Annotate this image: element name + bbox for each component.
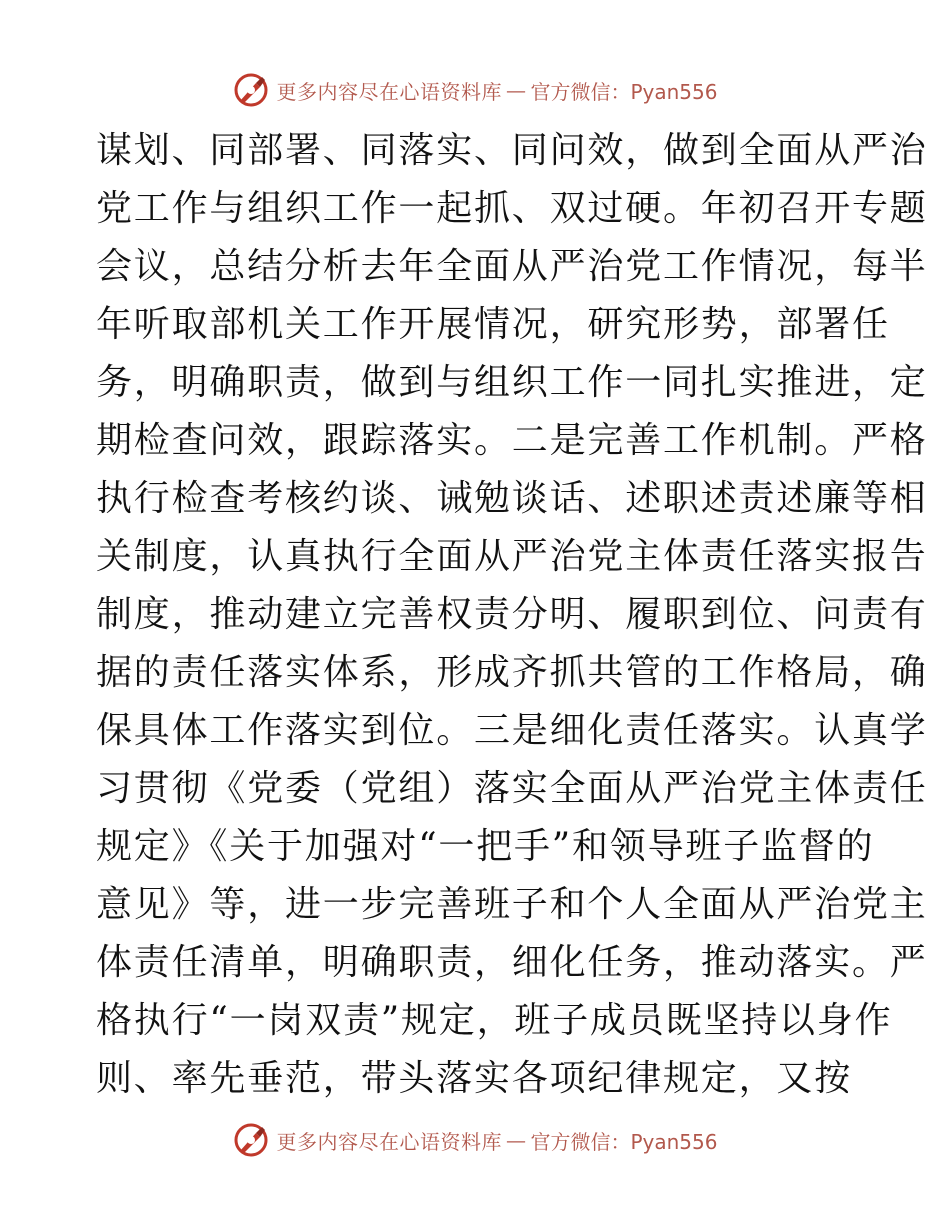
body-line: 务，明确职责，做到与组织工作一同扎实推进，定: [96, 362, 928, 403]
body-line: 谋划、同部署、同落实、同问效，做到全面从严治: [96, 130, 928, 171]
footer-banner-contact: 官方微信：Pyan556: [530, 1129, 718, 1154]
body-line: 制度，推动建立完善权责分明、履职到位、问责有: [96, 594, 928, 635]
body-line: 保具体工作落实到位。三是细化责任落实。认真学: [96, 710, 928, 751]
body-line: 习贯彻《党委（党组）落实全面从严治党主体责任: [96, 768, 928, 809]
body-line: 执行检查考核约谈、诫勉谈话、述职述责述廉等相: [96, 478, 928, 519]
header-banner-separator: —: [505, 78, 527, 102]
body-line: 期检查问效，跟踪落实。二是完善工作机制。严格: [96, 420, 928, 461]
footer-banner-text: 更多内容尽在心语资料库: [276, 1129, 502, 1154]
body-line: 规定》《关于加强对“一把手”和领导班子监督的: [96, 826, 875, 867]
body-line: 会议，总结分析去年全面从严治党工作情况，每半: [96, 246, 928, 287]
header-banner-contact: 官方微信：Pyan556: [530, 79, 718, 104]
header-banner-text: 更多内容尽在心语资料库: [276, 79, 502, 104]
body-line: 则、率先垂范，带头落实各项纪律规定，又按: [96, 1058, 853, 1099]
footer-banner: [0, 1120, 950, 1160]
body-line: 据的责任落实体系，形成齐抓共管的工作格局，确: [96, 652, 928, 693]
body-line: 年听取部机关工作开展情况，研究形势，部署任: [96, 304, 890, 345]
body-line: 关制度，认真执行全面从严治党主体责任落实报告: [96, 536, 928, 577]
body-line: 党工作与组织工作一起抓、双过硬。年初召开专题: [96, 188, 928, 229]
pen-logo-icon: [232, 1121, 270, 1159]
body-line: 意见》等，进一步完善班子和个人全面从严治党主: [96, 884, 928, 925]
pen-logo-icon: [232, 71, 270, 109]
footer-banner-separator: —: [505, 1128, 527, 1152]
body-line: 体责任清单，明确职责，细化任务，推动落实。严: [96, 942, 928, 983]
document-body: [96, 122, 928, 1108]
header-banner: [0, 70, 950, 110]
body-line: 格执行“一岗双责”规定，班子成员既坚持以身作: [96, 1000, 893, 1041]
